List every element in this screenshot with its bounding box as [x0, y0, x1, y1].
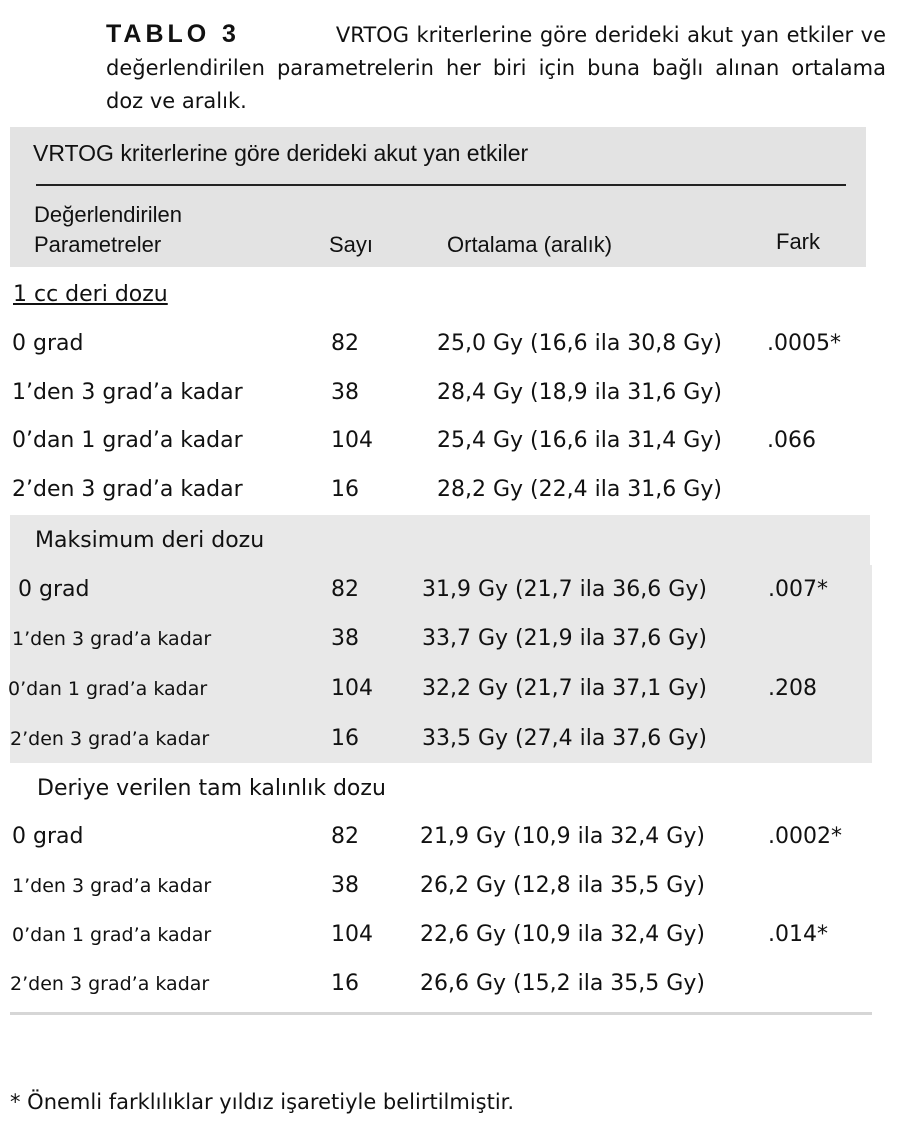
table-row: [0, 380, 898, 420]
row-param: 2’den 3 grad’a kadar: [12, 477, 243, 502]
row-param: 0 grad: [18, 577, 90, 602]
row-count: 82: [331, 577, 359, 602]
table-row: [0, 626, 898, 666]
row-count: 16: [331, 971, 359, 996]
row-diff: .014*: [768, 922, 828, 947]
row-mean: 33,5 Gy (27,4 ila 37,6 Gy): [422, 726, 707, 751]
table-label: TABLO 3: [106, 20, 240, 48]
row-count: 38: [331, 380, 359, 405]
col-header-param-line2: Parametreler: [34, 232, 162, 257]
row-mean: 33,7 Gy (21,9 ila 37,6 Gy): [422, 626, 707, 651]
table-row: [0, 577, 898, 617]
row-param: 1’den 3 grad’a kadar: [12, 628, 212, 650]
col-header-param-line1: Değerlendirilen: [34, 202, 182, 227]
row-param: 2’den 3 grad’a kadar: [10, 973, 210, 995]
row-mean: 28,4 Gy (18,9 ila 31,6 Gy): [437, 380, 722, 405]
row-diff: .0005*: [767, 331, 841, 356]
row-mean: 22,6 Gy (10,9 ila 32,4 Gy): [420, 922, 705, 947]
row-mean: 31,9 Gy (21,7 ila 36,6 Gy): [422, 577, 707, 602]
col-header-mean: Ortalama (aralık): [447, 232, 613, 257]
table-row: [0, 477, 898, 517]
row-mean: 26,2 Gy (12,8 ila 35,5 Gy): [420, 873, 705, 898]
row-count: 104: [331, 676, 373, 701]
row-mean: 21,9 Gy (10,9 ila 32,4 Gy): [420, 824, 705, 849]
row-mean: 25,4 Gy (16,6 ila 31,4 Gy): [437, 428, 722, 453]
row-count: 104: [331, 428, 373, 453]
row-param: 1’den 3 grad’a kadar: [12, 875, 212, 897]
row-param: 2’den 3 grad’a kadar: [10, 728, 210, 750]
table-row: [0, 873, 898, 913]
row-mean: 28,2 Gy (22,4 ila 31,6 Gy): [437, 477, 722, 502]
caption-text: VRTOG kriterlerine göre derideki akut yan etkiler ve değerlendirilen parametrelerin her biri için buna bağlı alınan ortalama doz ve aralık.: [106, 23, 886, 113]
header-divider: [36, 184, 846, 186]
table-row: [0, 676, 898, 716]
row-count: 16: [331, 726, 359, 751]
row-diff: .007*: [768, 577, 828, 602]
row-diff: .208: [768, 676, 817, 701]
row-count: 82: [331, 331, 359, 356]
table-bottom-rule: [10, 1012, 872, 1015]
section-title-1cc: 1 cc deri dozu: [13, 282, 168, 307]
section-title-max: Maksimum deri dozu: [35, 528, 265, 553]
row-mean: 26,6 Gy (15,2 ila 35,5 Gy): [420, 971, 705, 996]
table-caption: [106, 18, 886, 118]
table-row: [0, 726, 898, 766]
row-count: 82: [331, 824, 359, 849]
row-count: 38: [331, 873, 359, 898]
table-row: [0, 824, 898, 864]
table-row: [0, 971, 898, 1011]
section-title-full-thickness: Deriye verilen tam kalınlık dozu: [37, 776, 386, 801]
row-param: 1’den 3 grad’a kadar: [12, 380, 243, 405]
table-row: [0, 922, 898, 962]
footnote: * Önemli farklılıklar yıldız işaretiyle belirtilmiştir.: [10, 1090, 515, 1114]
row-count: 16: [331, 477, 359, 502]
row-mean: 25,0 Gy (16,6 ila 30,8 Gy): [437, 331, 722, 356]
table-row: [0, 331, 898, 371]
table-title: VRTOG kriterlerine göre derideki akut yan etkiler: [33, 140, 529, 166]
col-header-count: Sayı: [329, 232, 374, 257]
row-diff: .066: [767, 428, 816, 453]
row-param: 0’dan 1 grad’a kadar: [12, 924, 212, 946]
row-count: 38: [331, 626, 359, 651]
row-param: 0’dan 1 grad’a kadar: [12, 428, 243, 453]
row-param: 0 grad: [12, 824, 84, 849]
table-row: [0, 428, 898, 468]
col-header-diff: Fark: [776, 229, 820, 254]
row-param: 0’dan 1 grad’a kadar: [8, 678, 208, 700]
row-param: 0 grad: [12, 331, 84, 356]
row-mean: 32,2 Gy (21,7 ila 37,1 Gy): [422, 676, 707, 701]
col-header-param: [34, 200, 182, 260]
row-diff: .0002*: [768, 824, 842, 849]
row-count: 104: [331, 922, 373, 947]
